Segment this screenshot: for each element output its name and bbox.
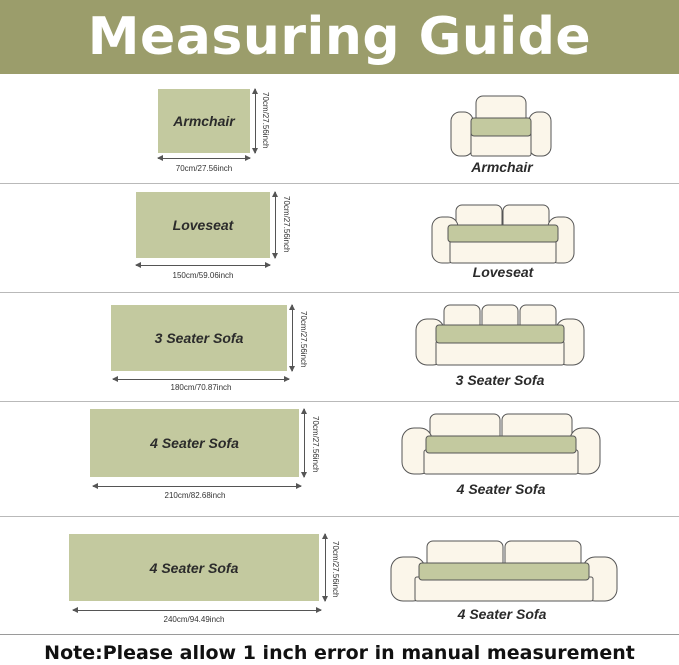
four-seater-sofa-illustration: [389, 539, 619, 603]
height-arrow: [304, 409, 305, 477]
cover-size-rect: [136, 192, 270, 258]
size-row-loveseat: [0, 184, 679, 293]
loveseat-illustration: [430, 203, 576, 265]
armchair-illustration: [449, 92, 553, 158]
three-seater-sofa-illustration: [414, 303, 586, 367]
sofa-label: 4 Seater Sofa: [457, 606, 547, 622]
height-dimension: 70cm/27.56inch: [282, 196, 291, 253]
height-dimension: 70cm/27.56inch: [299, 311, 308, 368]
sofa-label: 3 Seater Sofa: [455, 372, 545, 388]
height-arrow: [292, 305, 293, 371]
height-arrow: [275, 192, 276, 258]
width-arrow: [73, 610, 321, 611]
width-arrow: [136, 265, 270, 266]
footer-note: Note:Please allow 1 inch error in manual measurement: [44, 642, 635, 664]
size-row-four-seater-240: [0, 517, 679, 635]
height-dimension: 70cm/27.56inch: [261, 92, 270, 149]
height-arrow: [325, 534, 326, 601]
cover-size-label: 4 Seater Sofa: [150, 435, 239, 451]
sofa-label: 4 Seater Sofa: [456, 481, 546, 497]
cover-size-label: Armchair: [173, 113, 235, 129]
cover-size-label: 4 Seater Sofa: [149, 559, 239, 576]
header-banner: [0, 0, 679, 74]
sofa-label: Loveseat: [472, 264, 534, 280]
width-dimension: 240cm/94.49inch: [163, 615, 225, 624]
width-dimension: 180cm/70.87inch: [170, 383, 232, 392]
cover-size-label: Loveseat: [172, 217, 234, 233]
cover-size-rect: [111, 305, 287, 371]
size-row-three-seater: [0, 293, 679, 402]
height-dimension: 70cm/27.56inch: [311, 416, 320, 473]
width-dimension: 70cm/27.56inch: [175, 164, 233, 173]
width-dimension: 150cm/59.06inch: [172, 271, 234, 280]
cover-size-label: 3 Seater Sofa: [154, 330, 244, 346]
width-arrow: [158, 158, 250, 159]
page-title: Measuring Guide: [87, 7, 592, 67]
cover-size-rect: [158, 89, 250, 153]
size-row-armchair: [0, 74, 679, 184]
cover-size-rect: [69, 534, 319, 601]
size-row-four-seater-210: [0, 402, 679, 517]
cover-size-rect: [90, 409, 299, 477]
height-arrow: [255, 89, 256, 153]
width-arrow: [93, 486, 301, 487]
width-dimension: 210cm/82.68inch: [164, 491, 226, 500]
width-arrow: [113, 379, 289, 380]
sofa-label: Armchair: [471, 159, 533, 175]
height-dimension: 70cm/27.56inch: [331, 541, 340, 598]
four-seater-sofa-illustration: [400, 412, 602, 476]
